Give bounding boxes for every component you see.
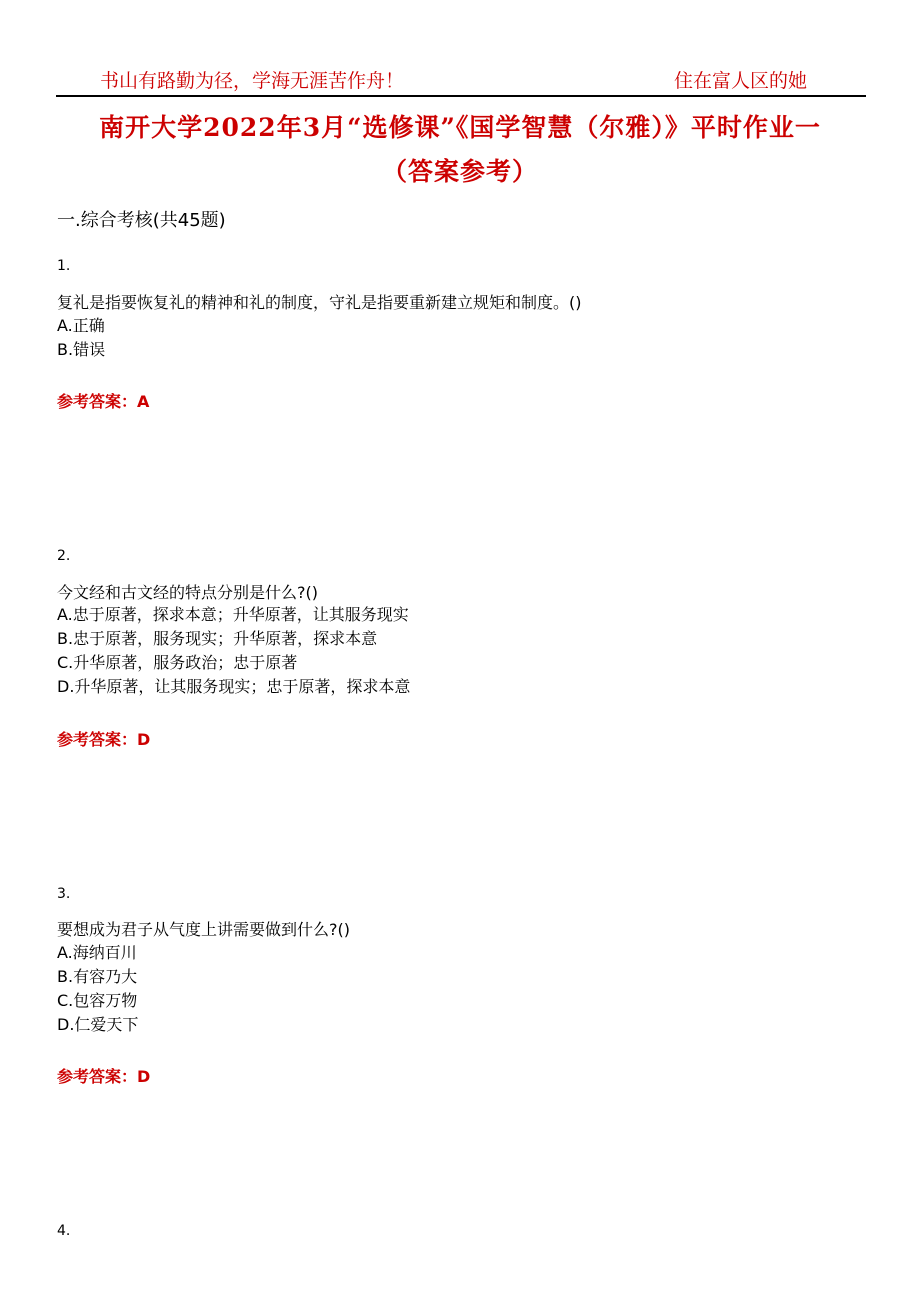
header-divider	[56, 95, 866, 97]
answer-label: 参考答案：A	[57, 392, 150, 411]
question-option: A.忠于原著，探求本意；升华原著，让其服务现实	[57, 605, 409, 624]
question-option: A.海纳百川	[57, 943, 137, 962]
header-slogan-right: 住在富人区的她	[674, 70, 808, 92]
question-option: A.正确	[57, 316, 105, 335]
question-option: B.忠于原著，服务现实；升华原著，探求本意	[57, 629, 378, 648]
question-number: 3.	[57, 886, 71, 902]
section-heading: 一.综合考核(共45题)	[57, 210, 226, 231]
document-title: 南开大学2022年3月“选修课”《国学智慧（尔雅）》平时作业一	[99, 113, 821, 142]
question-number: 4.	[57, 1223, 71, 1239]
question-option: C.升华原著，服务政治；忠于原著	[57, 653, 298, 672]
answer-label: 参考答案：D	[57, 1067, 151, 1086]
question-option: D.仁爱天下	[57, 1015, 139, 1034]
answer-label: 参考答案：D	[57, 730, 151, 749]
question-number: 1.	[57, 258, 71, 274]
question-stem: 复礼是指要恢复礼的精神和礼的制度，守礼是指要重新建立规矩和制度。()	[57, 293, 582, 312]
question-option: B.错误	[57, 340, 106, 359]
question-option: D.升华原著，让其服务现实；忠于原著，探求本意	[57, 677, 411, 696]
question-option: C.包容万物	[57, 991, 138, 1010]
question-stem: 今文经和古文经的特点分别是什么?()	[57, 583, 318, 602]
question-stem: 要想成为君子从气度上讲需要做到什么?()	[57, 920, 350, 939]
header-slogan-left: 书山有路勤为径，学海无涯苦作舟！	[100, 70, 405, 92]
question-option: B.有容乃大	[57, 967, 138, 986]
question-number: 2.	[57, 548, 71, 564]
document-subtitle: （答案参考）	[381, 157, 538, 186]
